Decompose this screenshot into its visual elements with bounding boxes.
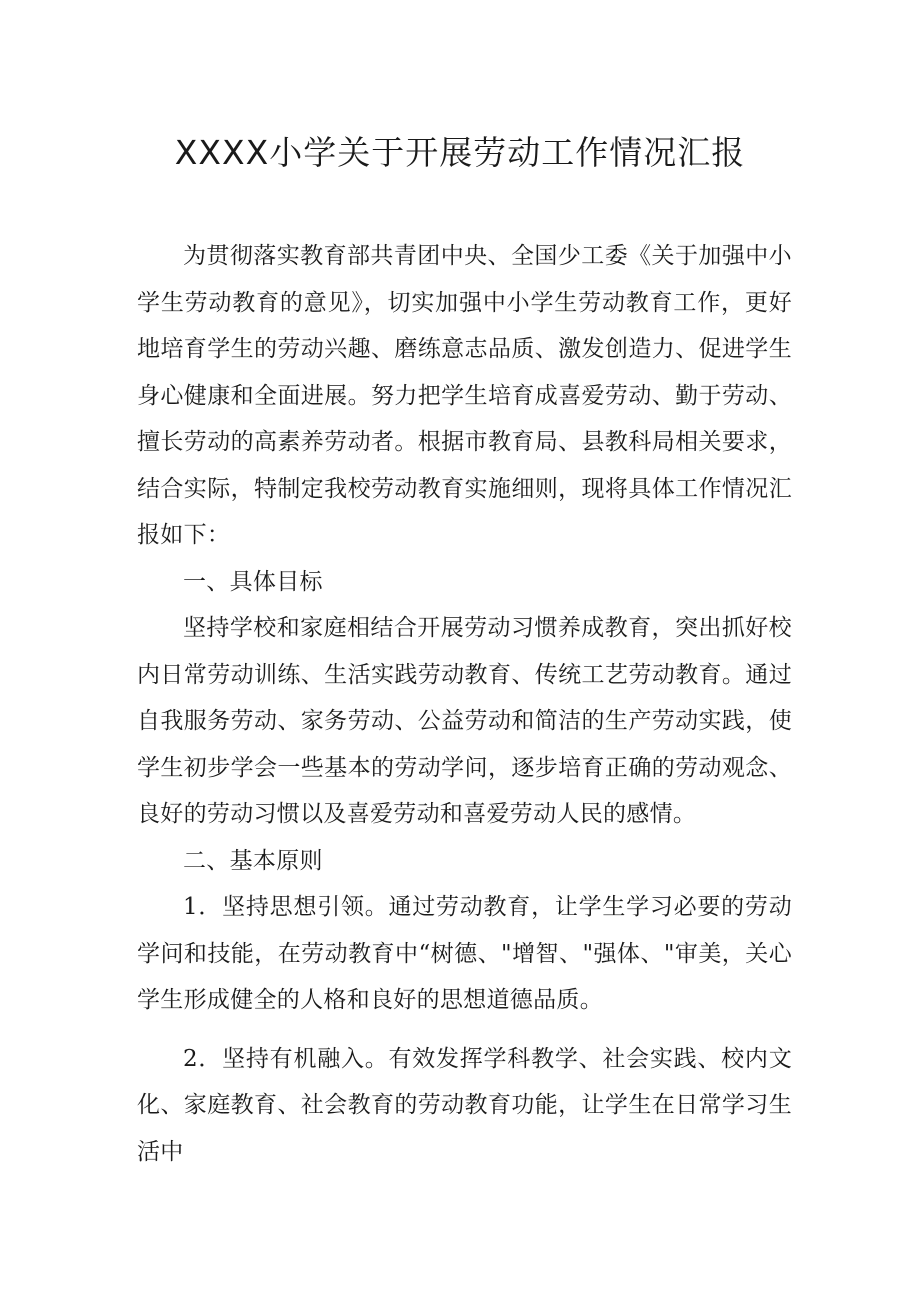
paragraph-principle-1: 1．坚持思想引领。通过劳动教育，让学生学习必要的劳动学问和技能，在劳动教育中“树德、"增智、"强体、"审美，关心学生形成健全的人格和良好的思想道德品质。 bbox=[137, 894, 792, 1013]
paragraph-principle-2: 2．坚持有机融入。有效发挥学科教学、社会实践、校内文化、家庭教育、社会教育的劳动教育功能，让学生在日常学习生活中 bbox=[137, 1045, 792, 1165]
document-title: XXXX小学关于开展劳动工作情况汇报 bbox=[174, 133, 746, 172]
paragraph-intro: 为贯彻落实教育部共青团中央、全国少工委《关于加强中小学生劳动教育的意见》，切实加强中小学生劳动教育工作，更好地培育学生的劳动兴趣、磨练意志品质、激发创造力、促进学生身心健康和全面进展。努力把学生培育成喜爱劳动、勤于劳动、擅长劳动的高素养劳动者。根据市教育局、县教科局相关要求，结合实际，特制定我校劳动教育实施细则，现将具体工作情况汇报如下： bbox=[137, 243, 792, 548]
section-heading-principles: 二、基本原则 bbox=[183, 847, 323, 874]
document-body bbox=[137, 233, 792, 1175]
paragraph-goals: 坚持学校和家庭相结合开展劳动习惯养成教育，突出抓好校内日常劳动训练、生活实践劳动教育、传统工艺劳动教育。通过自我服务劳动、家务劳动、公益劳动和简洁的生产劳动实践，使学生初步学会一些基本的劳动学问，逐步培育正确的劳动观念、良好的劳动习惯以及喜爱劳动和喜爱劳动人民的感情。 bbox=[137, 615, 792, 827]
section-heading-goals: 一、具体目标 bbox=[183, 568, 323, 595]
